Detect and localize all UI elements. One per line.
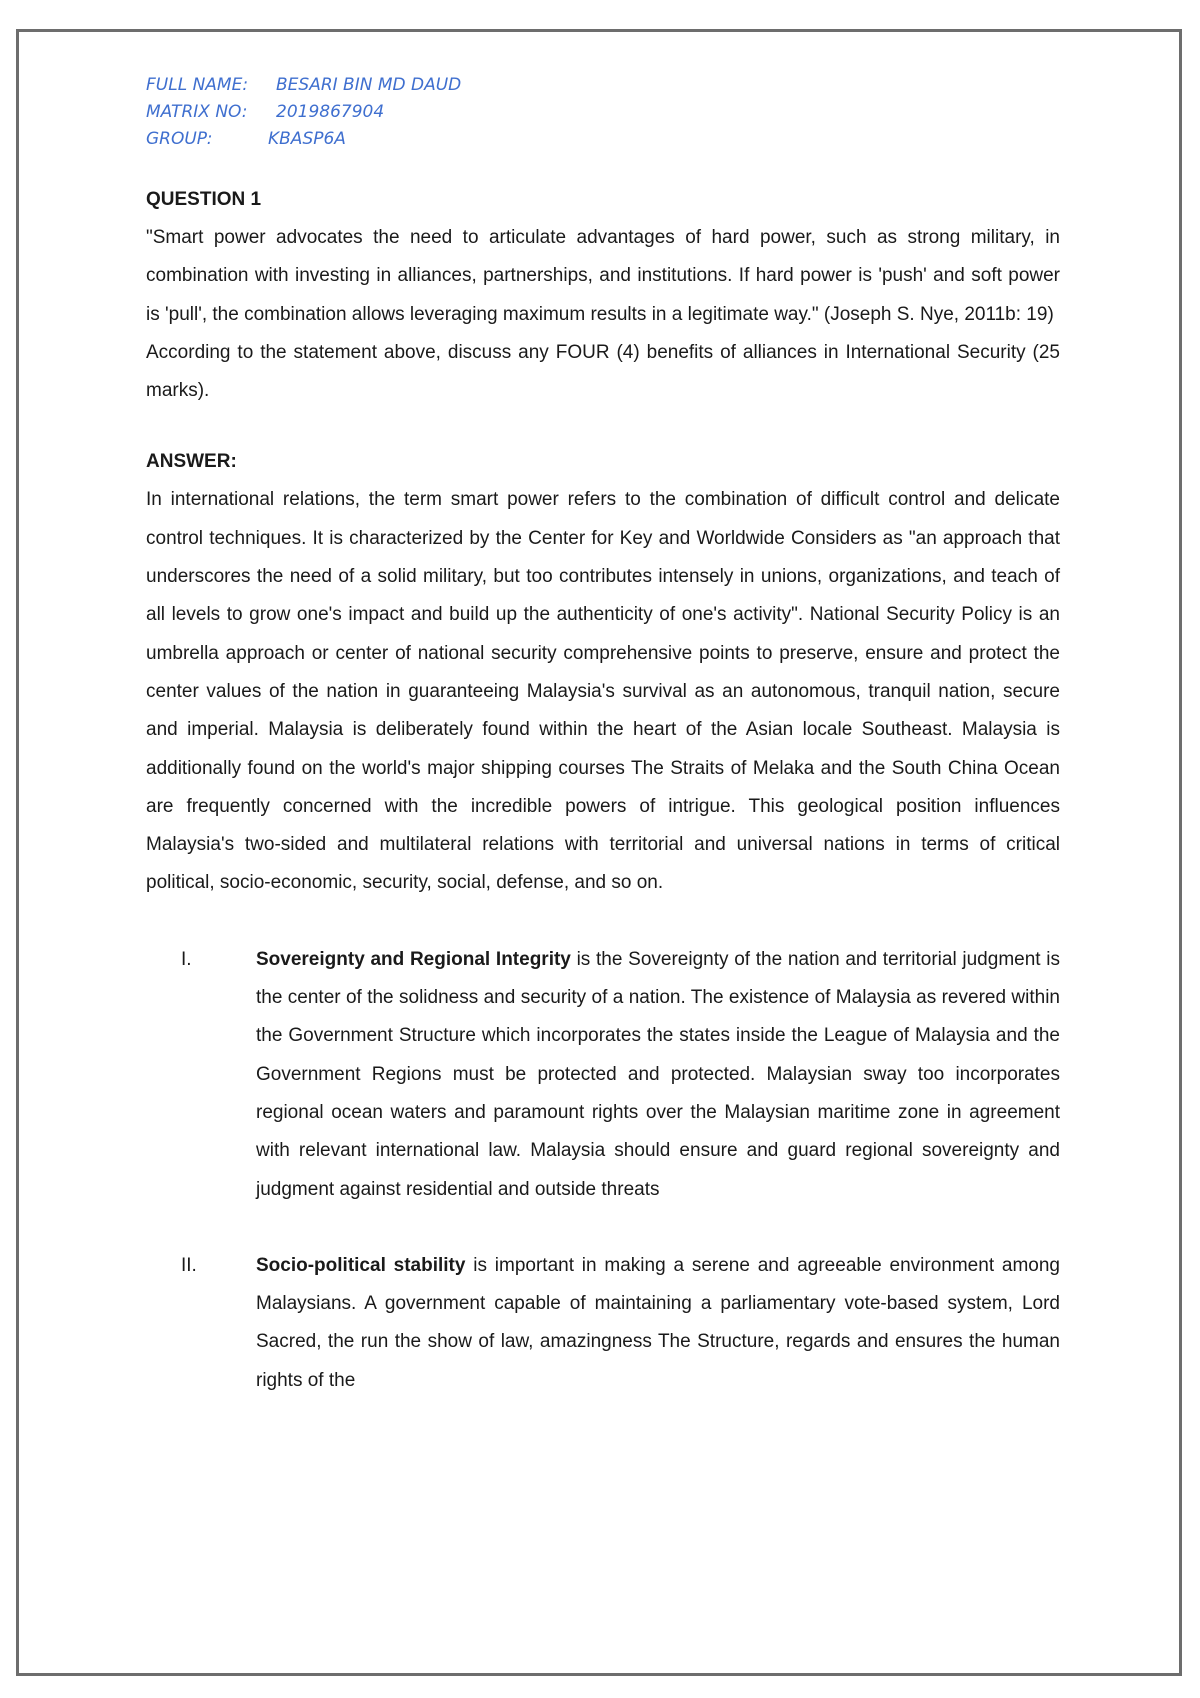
group-label: GROUP: xyxy=(146,129,213,149)
list-item-number: II. xyxy=(181,1254,197,1276)
answer-title: ANSWER: xyxy=(146,451,237,473)
matrix-label: MATRIX NO: xyxy=(146,102,248,122)
list-item-text: is the Sovereignty of the nation and territorial judgment is the center of the solidness and security of a nation. The existence of Malaysia as revered within the Government Structure which incorporates the states inside the League of Malaysia and the Government Regions must be protected and protected. Malaysian sway too incorporates regional ocean waters and paramount rights over the Malaysian maritime zone in agreement with relevant international law. Malaysia should ensure and guard regional sovereignty and judgment against residential and outside threats xyxy=(256,948,1060,1200)
question-quote: "Smart power advocates the need to articulate advantages of hard power, such as strong military, in combination with investing in alliances, partnerships, and institutions. If hard power is 'push' and soft power is 'pull', the combination allows leveraging maximum results in a legitimate way." (Joseph S. Nye, 2011b: 19) xyxy=(146,227,1060,325)
matrix-value: 2019867904 xyxy=(276,102,385,122)
answer-intro: In international relations, the term smart power refers to the combination of difficult control and delicate control techniques. It is characterized by the Center for Key and Worldwide Considers as "an approach that underscores the need of a solid military, but too contributes intensely in unions, organizations, and teach of all levels to grow one's impact and build up the authenticity of one's activity". National Security Policy is an umbrella approach or center of national security comprehensive points to preserve, ensure and protect the center values of the nation in guaranteeing Malaysia's survival as an autonomous, tranquil nation, secure and imperial. Malaysia is deliberately found within the heart of the Asian locale Southeast. Malaysia is additionally found on the world's major shipping courses The Straits of Melaka and the South China Ocean are frequently concerned with the incredible powers of intrigue. This geological position influences Malaysia's two-sided and multilateral relations with territorial and universal nations in terms of critical political, socio-economic, security, social, defense, and so on. xyxy=(146,489,1060,894)
matrix-row xyxy=(146,99,1060,126)
question-prompt: According to the statement above, discuss any FOUR (4) benefits of alliances in International Security (25 marks). xyxy=(146,341,1060,402)
name-label: FULL NAME: xyxy=(146,75,249,95)
name-row xyxy=(146,72,1060,99)
benefits-list xyxy=(146,941,1060,1400)
name-value: BESARI BIN MD DAUD xyxy=(276,75,462,95)
student-info xyxy=(146,72,1060,153)
list-item-heading: Socio-political stability xyxy=(256,1254,466,1276)
group-row xyxy=(146,126,1060,153)
list-item xyxy=(146,1247,1060,1400)
question-title: QUESTION 1 xyxy=(146,189,262,210)
list-item-number: I. xyxy=(181,948,192,970)
list-item-heading: Sovereignty and Regional Integrity xyxy=(256,948,571,970)
list-item-body xyxy=(256,941,1060,1209)
document-content xyxy=(146,72,1060,1438)
group-value: KBASP6A xyxy=(268,129,346,149)
list-item xyxy=(146,941,1060,1209)
list-item-text: is important in making a serene and agreeable environment among Malaysians. A government capable of maintaining a parliamentary vote-based system, Lord Sacred, the run the show of law, amazingness The Structure, regards and ensures the human rights of the xyxy=(256,1254,1060,1391)
list-item-body xyxy=(256,1247,1060,1400)
